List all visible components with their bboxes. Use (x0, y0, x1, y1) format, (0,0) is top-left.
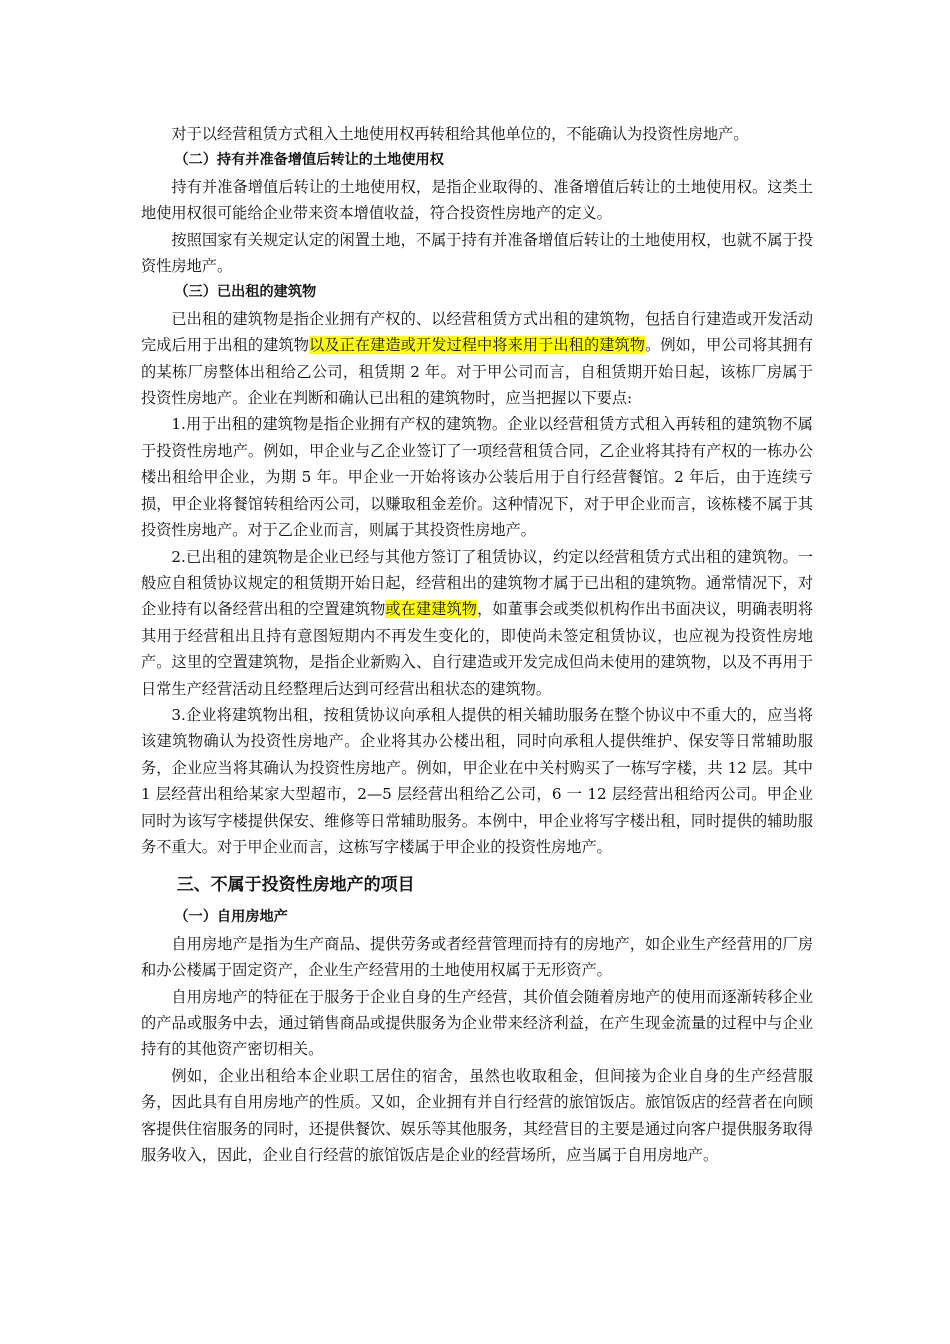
highlighted-text: 以及正在建造或开发过程中将来用于出租的建筑物 (309, 336, 646, 355)
paragraph: 3.企业将建筑物出租，按租赁协议向承租人提供的相关辅助服务在整个协议中不重大的，应当将该建筑物确认为投资性房地产。企业将其办公楼出租，同时向承租人提供维护、保安等日常辅助服务，企业应当将其确认为投资性房地产。例如，甲企业在中关村购买了一栋写字楼，共 12 层。其中 1 层经营出租给某家大型超市，2—5 层经营出租给乙公司，6 一 12 层经营出租给丙公司。甲企业同时为该写字楼提供保安、维修等日常辅助服务。本例中，甲企业将写字楼出租，同时提供的辅助服务不重大。对于甲企业而言，这栋写字楼属于甲企业的投资性房地产。 (141, 705, 813, 856)
paragraph: 按照国家有关规定认定的闲置土地，不属于持有并准备增值后转让的土地使用权，也就不属于投资性房地产。 (141, 230, 813, 276)
paragraph: 持有并准备增值后转让的土地使用权，是指企业取得的、准备增值后转让的土地使用权。这类土地使用权很可能给企业带来资本增值收益，符合投资性房地产的定义。 (141, 177, 813, 223)
text-run: 2.已出租的建筑物是企业已经与其他方签订了租赁协议，约定以经营租赁方式出租的建筑物。一般应自租赁协议规定的租赁期开始日起，经营租出的建筑物才属于已出租的建筑物。通常情况下，对企业持有以备经营出租的空置建筑物 (141, 547, 813, 619)
paragraph: 例如，企业出租给本企业职工居住的宿舍，虽然也收取租金，但间接为企业自身的生产经营服务，因此具有自用房地产的性质。又如，企业拥有并自行经营的旅馆饭店。旅馆饭店的经营者在向顾客提供住宿服务的同时，还提供餐饮、娱乐等其他服务，其经营目的主要是通过向客户提供服务取得服务收入，因此，企业自行经营的旅馆饭店是企业的经营场所，应当属于自用房地产。 (141, 1066, 813, 1165)
paragraph: 对于以经营租赁方式租入土地使用权再转租给其他单位的，不能确认为投资性房地产。 (171, 125, 749, 143)
subsection-heading-3: （三）已出租的建筑物 (174, 284, 317, 301)
subsection-heading-2: （二）持有并准备增值后转让的土地使用权 (174, 152, 444, 169)
paragraph: 1.用于出租的建筑物是指企业拥有产权的建筑物。企业以经营租赁方式租入再转租的建筑物不属于投资性房地产。例如，甲企业与乙企业签订了一项经营租赁合同，乙企业将其持有产权的一栋办公楼出租给甲企业，为期 5 年。甲企业一开始将该办公装后用于自行经营餐馆。2 年后，由于连续亏损，甲企业将餐馆转租给丙公司，以赚取租金差价。这种情况下，对于甲企业而言，该栋楼不属于其投资性房地产。对于乙企业而言，则属于其投资性房地产。 (141, 415, 813, 540)
subsection-heading-1: （一）自用房地产 (174, 909, 288, 926)
text-run: ，如董事会或类似机构作出书面决议，明确表明将其用于经营租出且持有意图短期内不再发生变化的，即使尚未签定租赁协议，也应视为投资性房地产。这里的空置建筑物，是指企业新购入、自行建造或开发完成但尚未使用的建筑物，以及不再用于日常生产经营活动且经整理后达到可经营出租状态的建筑物。 (141, 600, 814, 698)
text-run: 已出租的建筑物是指企业拥有产权的、以经营租赁方式出租的建筑物，包括自行建造或开发活动完成后用于出租的建筑物 (141, 309, 813, 355)
text-run: 。例如，甲公司将其拥有的某栋厂房整体出租给乙公司，租赁期 2 年。对于甲公司而言，自租赁期开始日起，该栋厂房属于投资性房地产。企业在判断和确认已出租的建筑物时，应当把握以下要点: (141, 336, 814, 408)
document-page (141, 121, 813, 1168)
paragraph: 自用房地产的特征在于服务于企业自身的生产经营，其价值会随着房地产的使用而逐渐转移企业的产品或服务中去，通过销售商品或提供服务为企业带来经济利益，在产生现金流量的过程中与企业持有的其他资产密切相关。 (141, 987, 813, 1059)
paragraph (141, 306, 813, 412)
highlighted-text: 或在建建筑物 (385, 600, 478, 619)
section-heading-3: 三、不属于投资性房地产的项目 (176, 875, 415, 896)
paragraph: 自用房地产是指为生产商品、提供劳务或者经营管理而持有的房地产，如企业生产经营用的厂房和办公楼属于固定资产，企业生产经营用的土地使用权属于无形资产。 (141, 934, 813, 980)
paragraph (141, 544, 813, 702)
